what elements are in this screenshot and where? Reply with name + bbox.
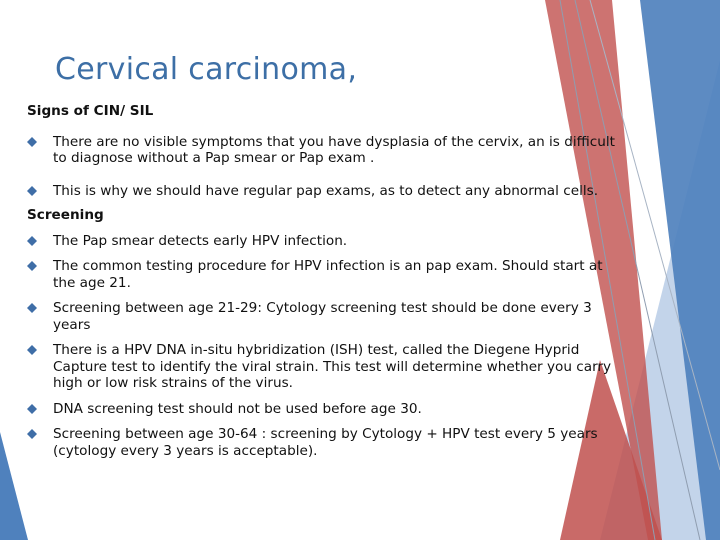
section-heading-signs: Signs of CIN/ SIL <box>27 103 154 119</box>
list-item <box>27 401 617 418</box>
list-item <box>27 300 617 333</box>
list-item-text: The Pap smear detects early HPV infection. <box>53 232 348 249</box>
list-item-text: Screening between age 30-64 : screening by Cytology + HPV test every 5 years (cytology every 3 years is acceptable). <box>53 426 598 459</box>
list-item-text: Screening between age 21-29: Cytology screening test should be done every 3 years <box>53 300 592 333</box>
list-item <box>27 183 617 200</box>
list-item <box>27 342 617 392</box>
list-item <box>27 258 617 291</box>
list-item <box>27 426 617 459</box>
list-item-text: There are no visible symptoms that you have dysplasia of the cervix, an is difficult to diagnose without a Pap smear or Pap exam . <box>53 133 615 166</box>
diamond-bullet-icon <box>27 303 37 313</box>
diamond-bullet-icon <box>27 137 37 147</box>
diamond-bullet-icon <box>27 345 37 355</box>
list-item-text: This is why we should have regular pap exams, as to detect any abnormal cells. <box>53 182 599 199</box>
diamond-bullet-icon <box>27 186 37 196</box>
diamond-bullet-icon <box>27 236 37 246</box>
list-item <box>27 134 617 167</box>
slide-title: Cervical carcinoma, <box>55 52 358 87</box>
slide-content <box>27 103 617 459</box>
diamond-bullet-icon <box>27 261 37 271</box>
diamond-bullet-icon <box>27 404 37 414</box>
list-item-text: There is a HPV DNA in-situ hybridization (ISH) test, called the Diegene Hyprid Capture test to identify the viral strain. This test will determine whether you carry high or low risk strains of the virus. <box>53 342 612 391</box>
list-item <box>27 233 617 250</box>
left-accent-shape <box>0 432 28 540</box>
diamond-bullet-icon <box>27 429 37 439</box>
list-item-text: The common testing procedure for HPV infection is an pap exam. Should start at the age 21. <box>53 258 603 291</box>
list-item-text: DNA screening test should not be used before age 30. <box>53 400 422 417</box>
section-heading-screening: Screening <box>27 207 104 223</box>
